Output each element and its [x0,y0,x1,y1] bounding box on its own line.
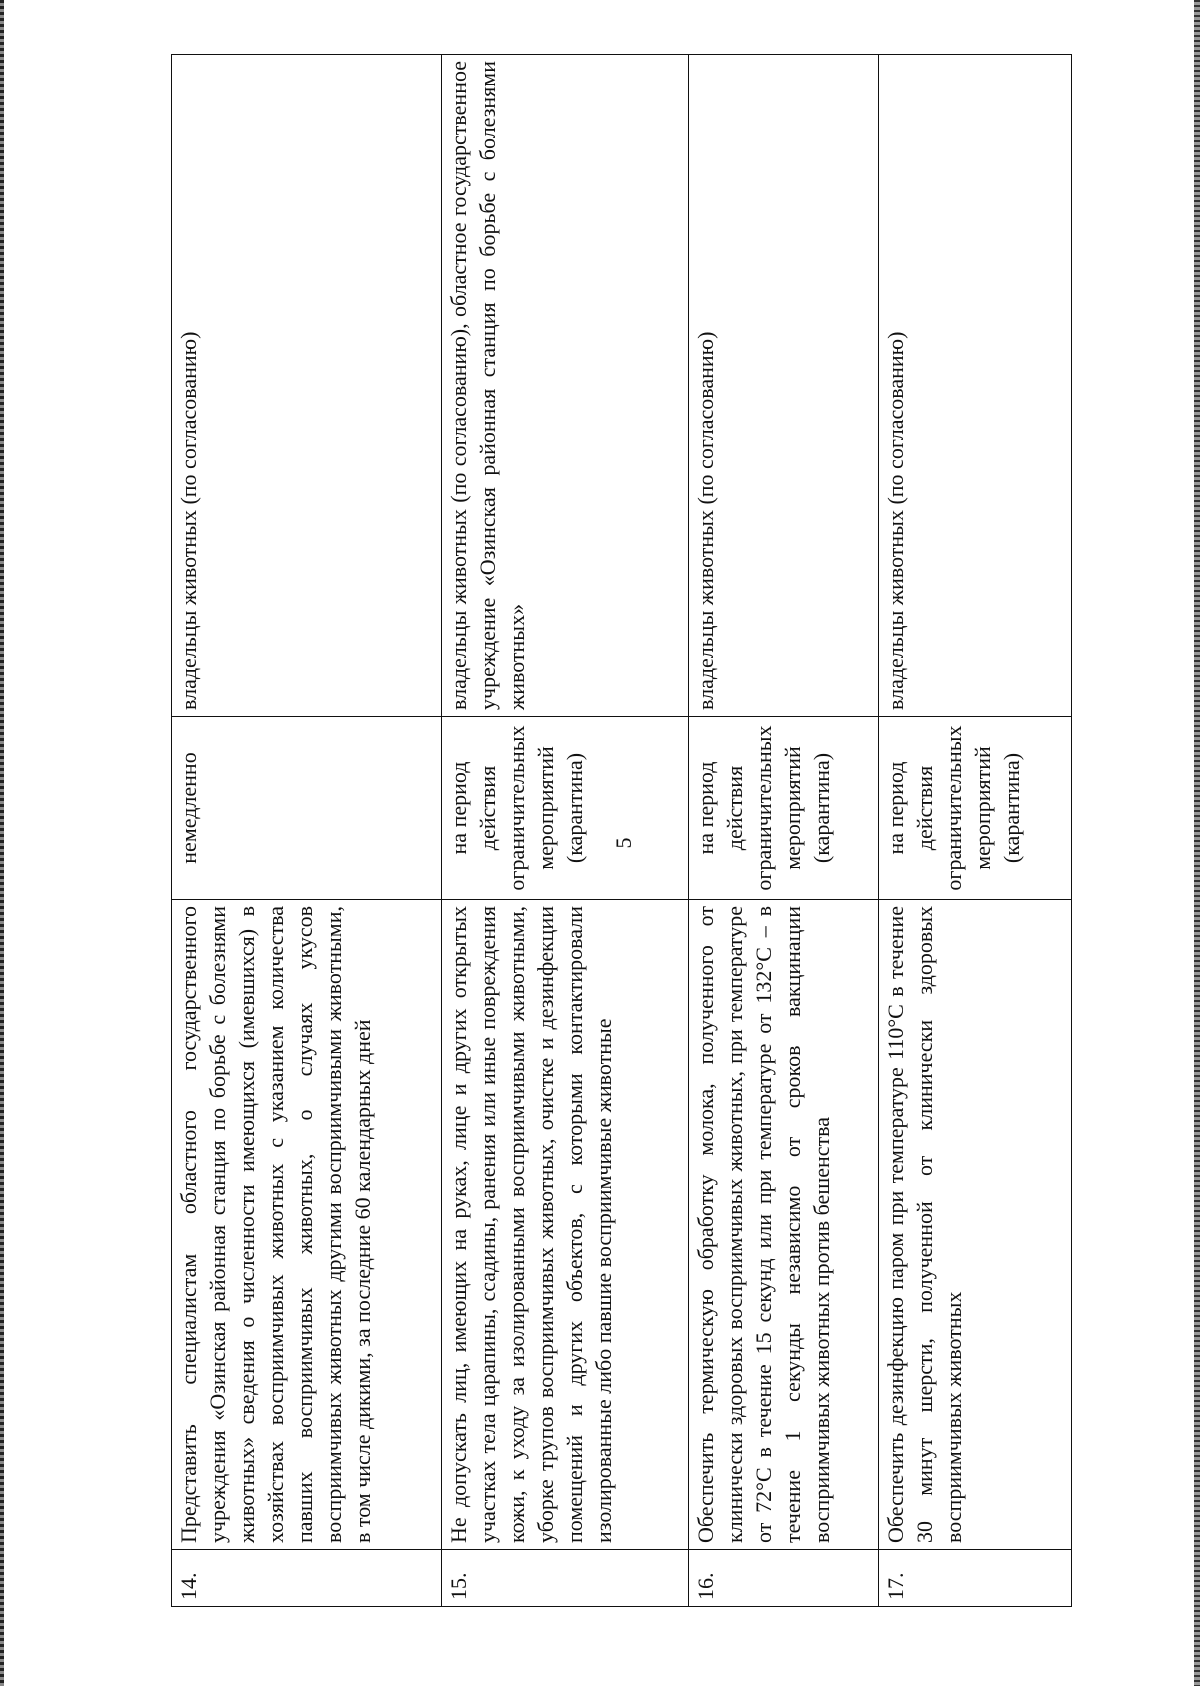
action-cell: Обеспечить термическую обработку молока, полученного от клинически здоровых восприимчивых животных, при температуре от 72°С в течение 15 секунд или при температуре от 132°С – в течение 1 секунды независимо от сроков вакцинации восприимчивых животных против бешенства [689,900,879,1550]
table-row [442,55,689,1607]
term-cell: на период действия ограничительных мероприятий (карантина) [442,717,689,900]
table-row [879,55,1072,1607]
scan-edge-right [1194,0,1200,1686]
responsible-cell: владельцы животных (по согласованию) [879,55,1072,717]
term-cell: на период действия ограничительных мероприятий (карантина) [689,717,879,900]
scan-edge-left [0,0,4,1686]
responsible-cell: владельцы животных (по согласованию) [172,55,442,717]
action-cell: Представить специалистам областного государственного учреждения «Озинская районная станция по борьбе с болезнями животных» сведения о численности имеющихся (имевшихся) в хозяйствах восприимчивых животных с указанием количества павших восприимчивых животных, о случаях укусов восприимчивых животных другими восприимчивыми животными, в том числе дикими, за последние 60 календарных дней [172,900,442,1550]
table-row [172,55,442,1607]
term-cell: немедленно [172,717,442,900]
row-number: 17. [879,1550,1072,1607]
measures-table [171,54,1072,1607]
term-cell: на период действия ограничительных мероприятий (карантина) [879,717,1072,900]
page-number: 5 [611,837,636,849]
action-cell: Не допускать лиц, имеющих на руках, лице и других открытых участках тела царапины, ссадины, ранения или иные повреждения кожи, к уходу за изолированными восприимчивыми животными, уборке трупов восприимчивых животных, очистке и дезинфекции помещений и других объектов, с которыми контактировали изолированные либо павшие восприимчивые животные [442,900,689,1550]
rotated-table-container [171,61,1071,1607]
row-number: 16. [689,1550,879,1607]
responsible-cell: владельцы животных (по согласованию) [689,55,879,717]
row-number: 15. [442,1550,689,1607]
action-cell: Обеспечить дезинфекцию паром при температуре 110°С в течение 30 минут шерсти, полученной от клинически здоровых восприимчивых животных [879,900,1072,1550]
table-row [689,55,879,1607]
row-number: 14. [172,1550,442,1607]
responsible-cell: владельцы животных (по согласованию), областное государственное учреждение «Озинская районная станция по борьбе с болезнями животных» [442,55,689,717]
